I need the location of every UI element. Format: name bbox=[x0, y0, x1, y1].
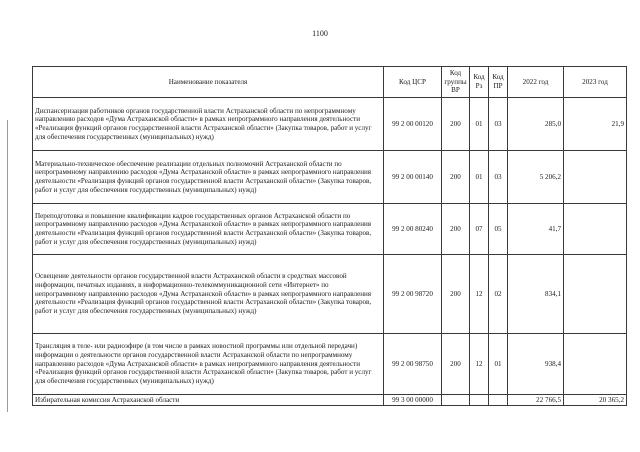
row-2023 bbox=[564, 334, 627, 395]
header-rz: Код Рз bbox=[470, 67, 489, 98]
row-pr bbox=[489, 395, 508, 406]
row-2022: 41,7 bbox=[508, 204, 564, 255]
row-2023 bbox=[564, 151, 627, 204]
header-2022: 2022 год bbox=[508, 67, 564, 98]
row-pr: 02 bbox=[489, 255, 508, 334]
table-row bbox=[33, 334, 627, 395]
row-2023 bbox=[564, 204, 627, 255]
row-2022: 285,0 bbox=[508, 98, 564, 151]
row-csr: 99 2 00 80240 bbox=[384, 204, 442, 255]
table-header-row bbox=[33, 67, 627, 98]
row-rz: 01 bbox=[470, 151, 489, 204]
row-pr: 03 bbox=[489, 151, 508, 204]
row-rz: 12 bbox=[470, 255, 489, 334]
row-name: Избирательная комиссия Астраханской области bbox=[33, 395, 384, 406]
scan-edge-line bbox=[7, 120, 8, 412]
header-pr: Код ПР bbox=[489, 67, 508, 98]
header-csr: Код ЦСР bbox=[384, 67, 442, 98]
row-name: Материально-техническое обеспечение реализации отдельных полномочий Астраханской области по непрограммному направлению расходов «Дума Астраханской области» в рамках непрограммного направления деятельности «Реализация функций органов государственной власти Астраханской области» (Закупка товаров, работ и услуг для обеспечения государственных (муниципальных) нужд) bbox=[33, 151, 384, 204]
row-2022: 834,1 bbox=[508, 255, 564, 334]
row-pr: 03 bbox=[489, 98, 508, 151]
row-2023 bbox=[564, 255, 627, 334]
row-vr: 200 bbox=[442, 255, 470, 334]
row-vr: 200 bbox=[442, 151, 470, 204]
row-2023: 21,9 bbox=[564, 98, 627, 151]
row-csr: 99 2 00 98750 bbox=[384, 334, 442, 395]
row-pr: 01 bbox=[489, 334, 508, 395]
row-csr: 99 3 00 00000 bbox=[384, 395, 442, 406]
header-name: Наименование показателя bbox=[33, 67, 384, 98]
row-name: Диспансеризация работников органов государственной власти Астраханской области по непрограммному направлению расходов «Дума Астраханской области» в рамках непрограммного направления деятельности «Реализация функций органов государственной власти Астраханской области» (Закупка товаров, работ и услуг для обеспечения государственных (муниципальных) нужд) bbox=[33, 98, 384, 151]
budget-table bbox=[32, 66, 627, 406]
row-rz: 07 bbox=[470, 204, 489, 255]
page-number: 1100 bbox=[312, 29, 328, 38]
row-2023: 20 365,2 bbox=[564, 395, 627, 406]
table-row bbox=[33, 204, 627, 255]
row-vr bbox=[442, 395, 470, 406]
row-2022: 22 766,5 bbox=[508, 395, 564, 406]
row-csr: 99 2 00 00120 bbox=[384, 98, 442, 151]
row-rz: 12 bbox=[470, 334, 489, 395]
row-rz: 01 bbox=[470, 98, 489, 151]
row-vr: 200 bbox=[442, 204, 470, 255]
row-csr: 99 2 00 98720 bbox=[384, 255, 442, 334]
table-row bbox=[33, 395, 627, 406]
row-name: Освещение деятельности органов государственной власти Астраханской области в средствах массовой информации, печатных изданиях, в информационно-телекоммуникационной сети «Интернет» по непрограммному направлению расходов «Дума Астраханской области» в рамках непрограммного направления деятельности «Реализация функций органов государственной власти Астраханской области» (Закупка товаров, работ и услуг для обеспечения государственных (муниципальных) нужд) bbox=[33, 255, 384, 334]
header-vr: Код группы ВР bbox=[442, 67, 470, 98]
row-csr: 99 2 00 00140 bbox=[384, 151, 442, 204]
header-2023: 2023 год bbox=[564, 67, 627, 98]
row-vr: 200 bbox=[442, 334, 470, 395]
table-row bbox=[33, 98, 627, 151]
table-row bbox=[33, 151, 627, 204]
row-vr: 200 bbox=[442, 98, 470, 151]
row-2022: 938,4 bbox=[508, 334, 564, 395]
row-name: Трансляция в теле- или радиоэфире (в том числе в рамках новостной программы или отдельной передачи) информации о деятельности органов государственной власти Астраханской области по непрограммному направлению расходов «Дума Астраханской области» в рамках непрограммного направления деятельности «Реализация функций органов государственной власти Астраханской области» (Закупка товаров, работ и услуг для обеспечения государственных (муниципальных) нужд) bbox=[33, 334, 384, 395]
row-pr: 05 bbox=[489, 204, 508, 255]
row-rz bbox=[470, 395, 489, 406]
row-name: Переподготовка и повышение квалификации кадров государственных органов Астраханской области по непрограммному направлению расходов «Дума Астраханской области» в рамках непрограммного направления деятельности «Реализация функций органов государственной власти Астраханской области» (Закупка товаров, работ и услуг для обеспечения государственных (муниципальных) нужд) bbox=[33, 204, 384, 255]
table-row bbox=[33, 255, 627, 334]
row-2022: 5 206,2 bbox=[508, 151, 564, 204]
